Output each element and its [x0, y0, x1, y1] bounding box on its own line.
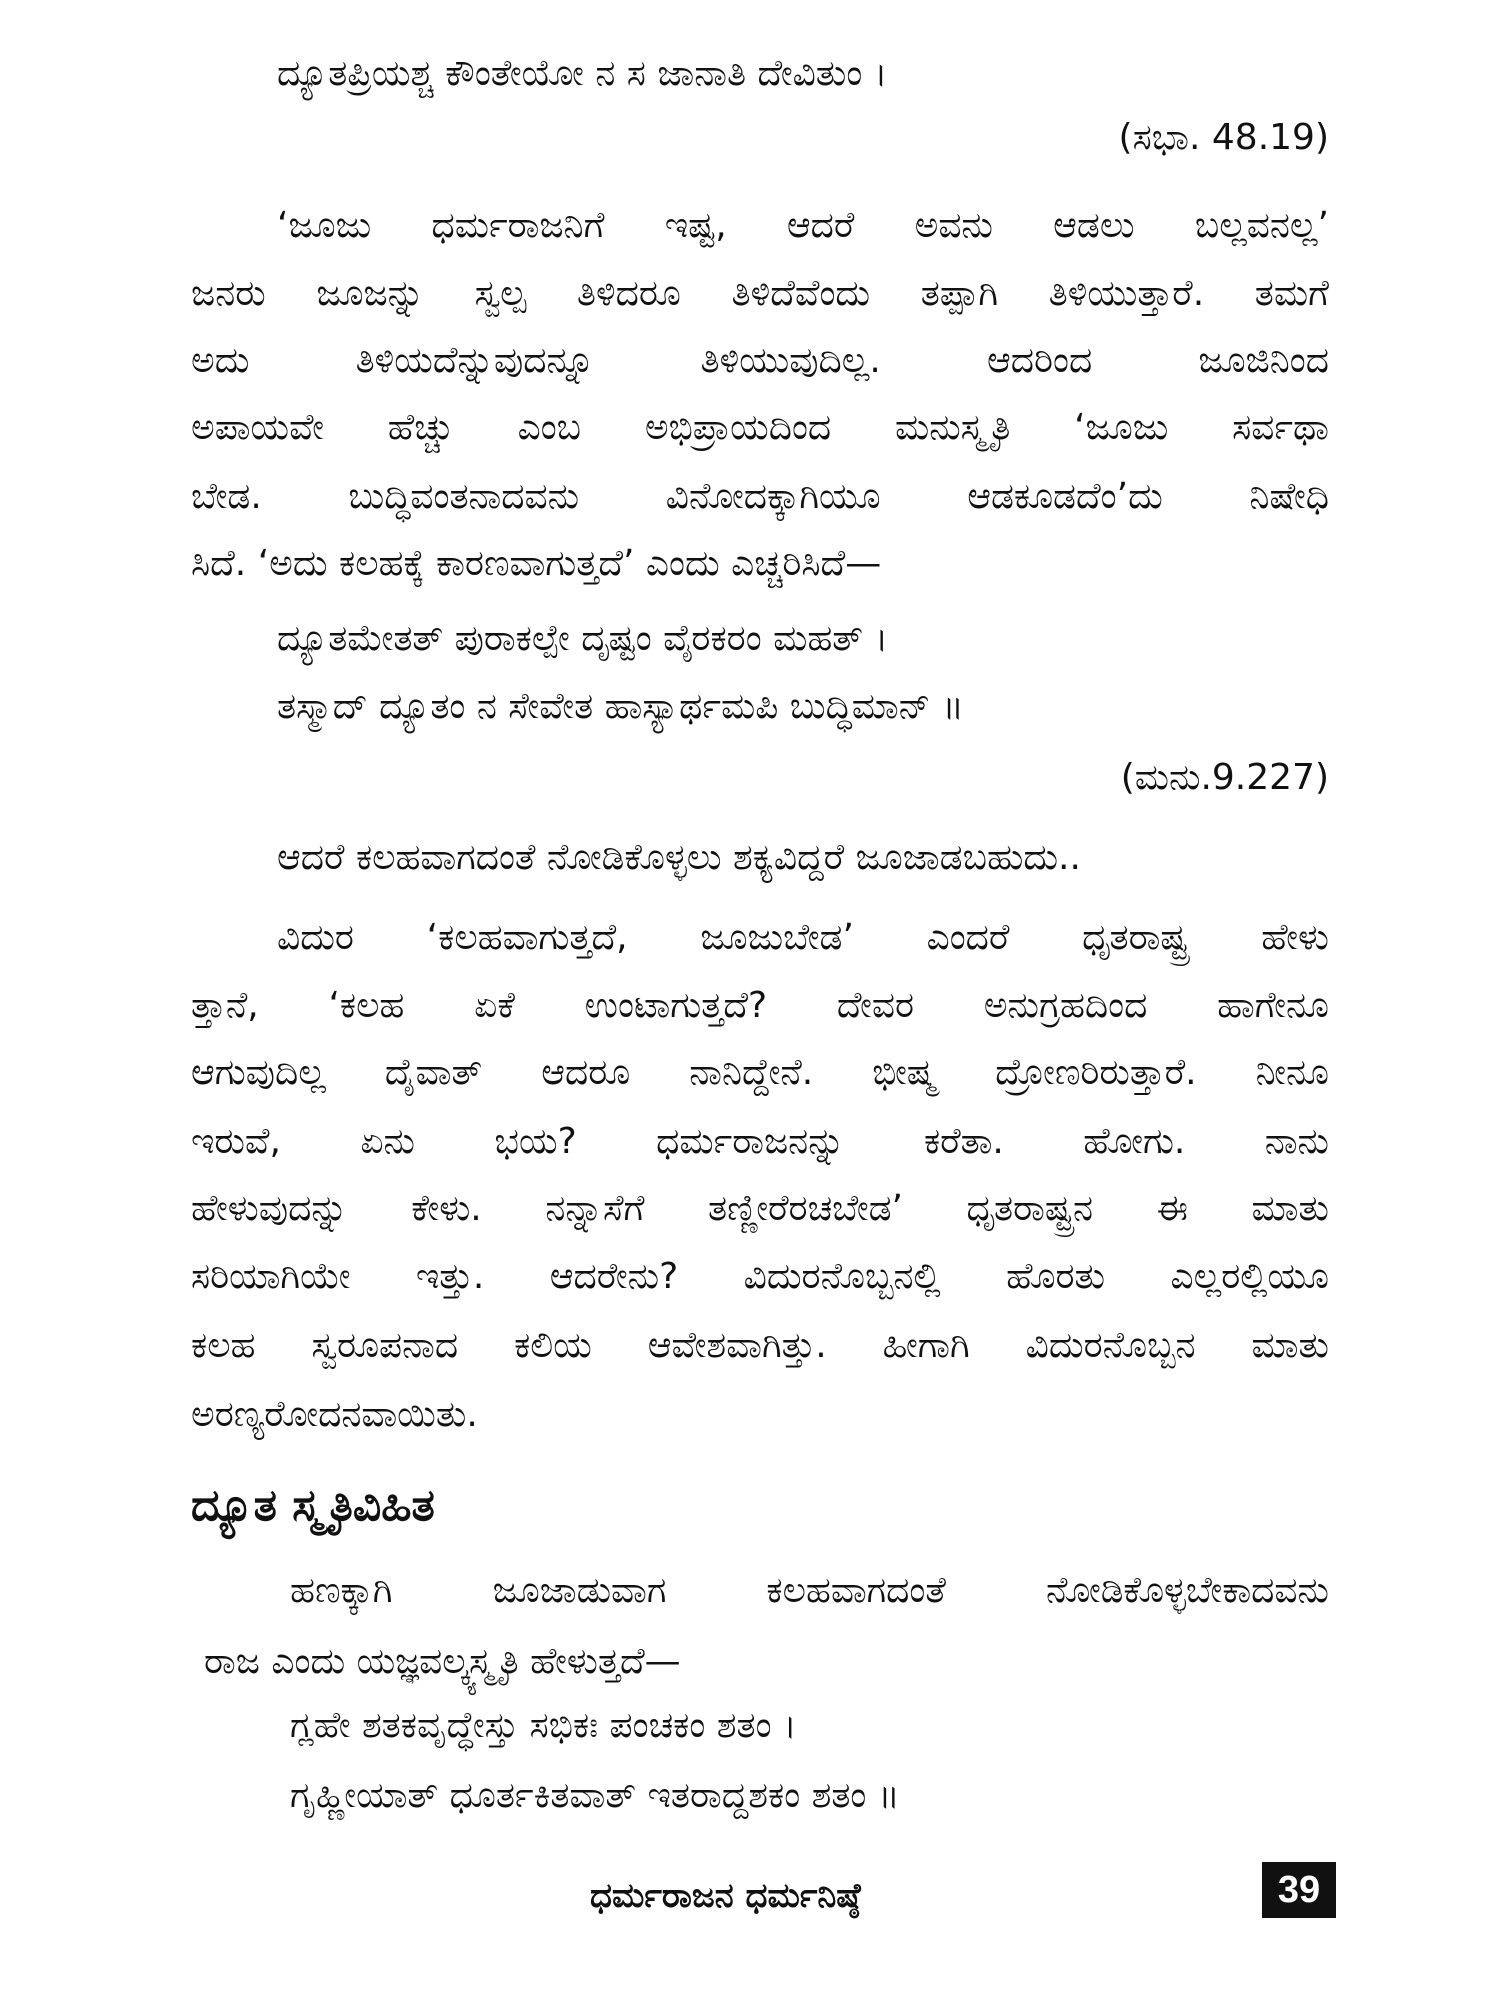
citation: (ಸಭಾ. 48.19): [1118, 117, 1329, 158]
page-number: 39: [1262, 1862, 1336, 1918]
paragraph-line: ಹೇಳುವುದನ್ನು ಕೇಳು. ನನ್ನಾಸೆಗೆ ತಣ್ಣೀರೆರಚಬೇಡ’ ಧೃತರಾಷ್ಟ್ರನ ಈ ಮಾತು: [191, 1188, 1329, 1229]
verse-line: ಗೃಹ್ಣೀಯಾತ್ ಧೂರ್ತಕಿತವಾತ್ ಇತರಾದ್ದಶಕಂ ಶತಂ ॥: [290, 1775, 900, 1816]
paragraph-line: ಆದರೆ ಕಲಹವಾಗದಂತೆ ನೋಡಿಕೊಳ್ಳಲು ಶಕ್ಯವಿದ್ದರೆ ಜೂಜಾಡಬಹುದು..: [277, 837, 1081, 878]
running-footer-title: ಧರ್ಮರಾಜನ ಧರ್ಮನಿಷ್ಠೆ: [590, 1876, 861, 1916]
paragraph-line: ಅದು ತಿಳಿಯದೆನ್ನುವುದನ್ನೂ ತಿಳಿಯುವುದಿಲ್ಲ. ಆದರಿಂದ ಜೂಜಿನಿಂದ: [191, 340, 1329, 381]
paragraph-line: ರಾಜ ಎಂದು ಯಜ್ಞವಲ್ಕ್ಯಸ್ಮೃತಿ ಹೇಳುತ್ತದೆ—: [204, 1641, 681, 1682]
paragraph-line: ‘ಜೂಜು ಧರ್ಮರಾಜನಿಗೆ ಇಷ್ಟ, ಆದರೆ ಅವನು ಆಡಲು ಬಲ್ಲವನಲ್ಲ’: [277, 205, 1329, 246]
paragraph-line: ಬೇಡ. ಬುದ್ಧಿವಂತನಾದವನು ವಿನೋದಕ್ಕಾಗಿಯೂ ಆಡಕೂಡದೆಂ’ದು ನಿಷೇಧಿ: [191, 476, 1329, 517]
paragraph-line: ವಿದುರ ‘ಕಲಹವಾಗುತ್ತದೆ, ಜೂಜುಬೇಡ’ ಎಂದರೆ ಧೃತರಾಷ್ಟ್ರ ಹೇಳು: [277, 917, 1330, 958]
paragraph-line: ಸರಿಯಾಗಿಯೇ ಇತ್ತು. ಆದರೇನು? ವಿದುರನೊಬ್ಬನಲ್ಲಿ ಹೊರತು ಎಲ್ಲರಲ್ಲಿಯೂ: [191, 1256, 1329, 1297]
paragraph-line: ಆಗುವುದಿಲ್ಲ ದೈವಾತ್ ಆದರೂ ನಾನಿದ್ದೇನೆ. ಭೀಷ್ಮ ದ್ರೋಣರಿರುತ್ತಾರೆ. ನೀನೂ: [191, 1052, 1329, 1093]
verse-line: ದ್ಯೂತಮೇತತ್ ಪುರಾಕಲ್ಪೇ ದೃಷ್ಟಂ ವೈರಕರಂ ಮಹತ್ ।: [277, 618, 889, 659]
verse-line: ಗ್ಲಹೇ ಶತಕವೃದ್ಧೇಸ್ತು ಸಭಿಕಃ ಪಂಚಕಂ ಶತಂ ।: [290, 1705, 797, 1746]
verse-line: ತಸ್ಮಾದ್ ದ್ಯೂತಂ ನ ಸೇವೇತ ಹಾಸ್ಯಾರ್ಥಮಪಿ ಬುದ್ಧಿಮಾನ್ ॥: [277, 686, 964, 727]
paragraph-line: ಜನರು ಜೂಜನ್ನು ಸ್ವಲ್ಪ ತಿಳಿದರೂ ತಿಳಿದೆವೆಂದು ತಪ್ಪಾಗಿ ತಿಳಿಯುತ್ತಾರೆ. ತಮಗೆ: [191, 273, 1329, 314]
paragraph-line: ಅಪಾಯವೇ ಹೆಚ್ಚು ಎಂಬ ಅಭಿಪ್ರಾಯದಿಂದ ಮನುಸ್ಮೃತಿ ‘ಜೂಜು ಸರ್ವಥಾ: [191, 407, 1329, 448]
paragraph-line: ಇರುವೆ, ಏನು ಭಯ? ಧರ್ಮರಾಜನನ್ನು ಕರೆತಾ. ಹೋಗು. ನಾನು: [191, 1121, 1329, 1162]
paragraph-line: ತ್ತಾನೆ, ‘ಕಲಹ ಏಕೆ ಉಂಟಾಗುತ್ತದೆ? ದೇವರ ಅನುಗ್ರಹದಿಂದ ಹಾಗೇನೂ: [191, 985, 1329, 1026]
paragraph-line: ಅರಣ್ಯರೋದನವಾಯಿತು.: [191, 1394, 478, 1435]
paragraph-line: ಕಲಹ ಸ್ವರೂಪನಾದ ಕಲಿಯ ಆವೇಶವಾಗಿತ್ತು. ಹೀಗಾಗಿ ವಿದುರನೊಬ್ಬನ ಮಾತು: [191, 1325, 1329, 1366]
citation: (ಮನು.9.227): [1120, 757, 1329, 798]
section-heading: ದ್ಯೂತ ಸ್ಮೃತಿವಿಹಿತ: [191, 1480, 435, 1531]
verse-line: ದ್ಯೂತಪ್ರಿಯಶ್ಚ ಕೌಂತೇಯೋ ನ ಸ ಜಾನಾತಿ ದೇವಿತುಂ ।: [277, 53, 888, 94]
paragraph-line: ಹಣಕ್ಕಾಗಿ ಜೂಜಾಡುವಾಗ ಕಲಹವಾಗದಂತೆ ನೋಡಿಕೊಳ್ಳಬೇಕಾದವನು: [290, 1570, 1329, 1611]
paragraph-line: ಸಿದೆ. ‘ಅದು ಕಲಹಕ್ಕೆ ಕಾರಣವಾಗುತ್ತದೆ’ ಎಂದು ಎಚ್ಚರಿಸಿದೆ—: [191, 543, 882, 584]
